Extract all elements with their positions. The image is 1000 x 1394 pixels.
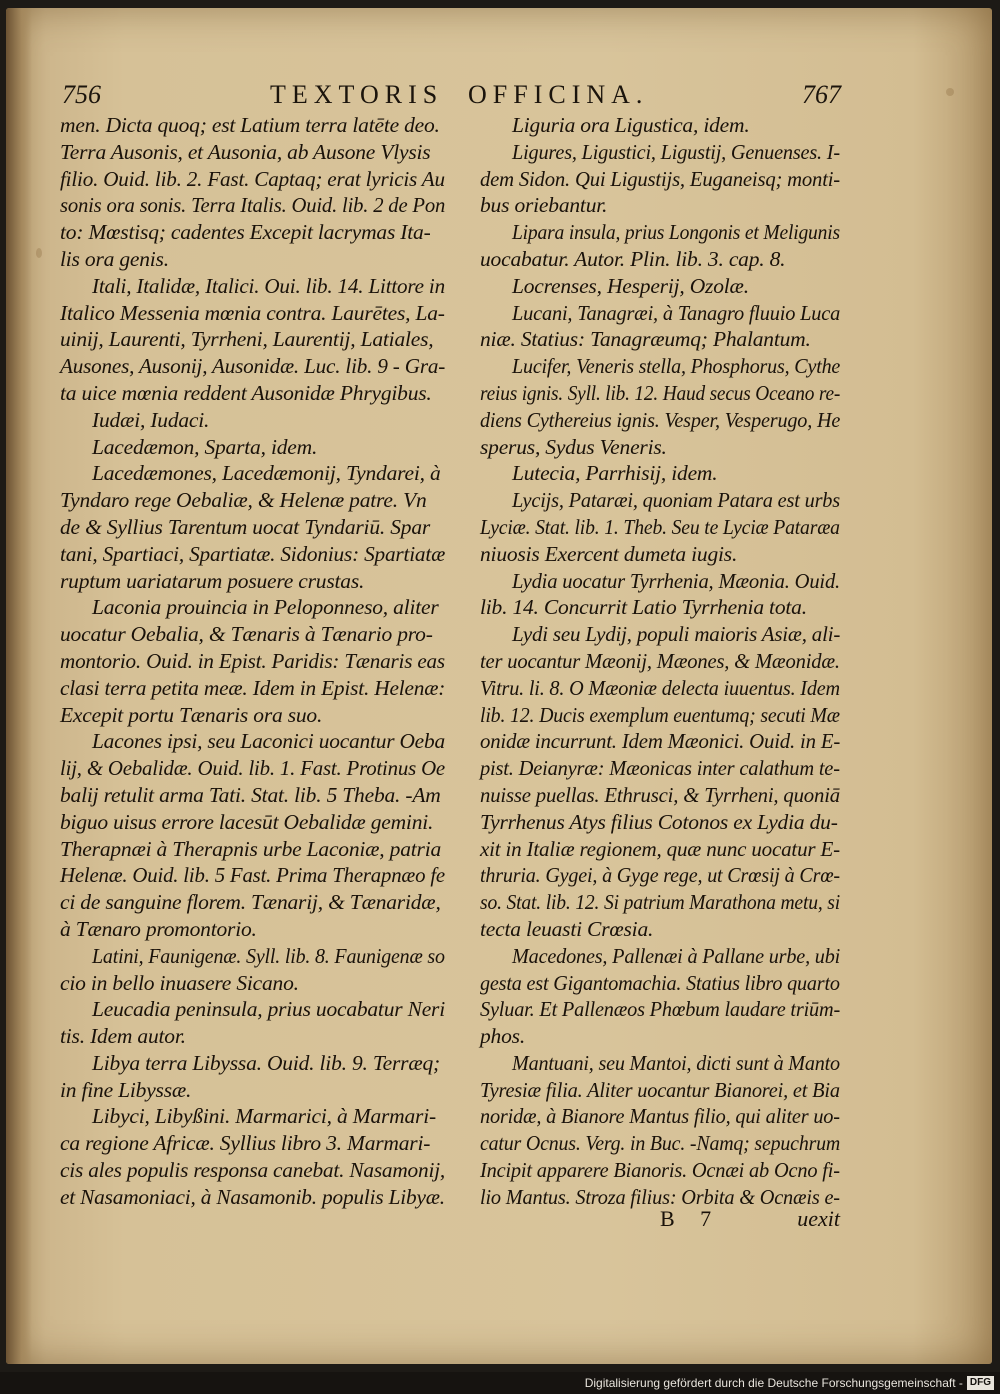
text-line-content: lij, & Oebalidæ. Ouid. lib. 1. Fast. Protinus Oe: [60, 756, 445, 781]
text-line: [60, 1050, 445, 1077]
dfg-logo: DFG: [967, 1376, 994, 1390]
text-line: [60, 112, 445, 139]
text-line: [60, 219, 445, 246]
text-line: [480, 487, 840, 514]
text-line: [480, 728, 840, 755]
text-column-right: [480, 112, 840, 1211]
text-line: [60, 487, 445, 514]
text-line-content: de & Syllius Tarentum uocat Tyndariū. Spar: [60, 514, 431, 539]
text-line: [480, 996, 840, 1023]
page-gutter-shadow: [6, 8, 32, 1364]
text-line: [60, 594, 445, 621]
text-line-content: Helenæ. Ouid. lib. 5 Fast. Prima Therapnæo fe: [60, 863, 445, 888]
text-line-content: Vitru. li. 8. O Mæoniæ delecta iuuentus. Idem: [480, 675, 840, 700]
text-line-content: gesta est Gigantomachia. Statius libro quarto: [480, 970, 840, 995]
text-line: [60, 728, 445, 755]
text-line: [60, 514, 445, 541]
text-line-content: Locrenses, Hesperij, Ozolæ.: [512, 273, 749, 298]
text-line-content: montorio. Ouid. in Epist. Paridis: Tænaris eas: [60, 648, 445, 673]
text-line-content: in fine Libyssæ.: [60, 1077, 192, 1102]
text-column-left: [60, 112, 445, 1211]
text-line-content: phos.: [480, 1024, 525, 1049]
header-title-right: OFFICINA.: [468, 80, 649, 109]
text-line-content: lib. 14. Concurrit Latio Tyrrhenia tota.: [480, 595, 807, 620]
text-line: [60, 568, 445, 595]
text-line-content: sperus, Sydus Veneris.: [480, 434, 667, 459]
text-line: [480, 219, 840, 246]
credit-text: Digitalisierung gefördert durch die Deutsche Forschungsgemeinschaft -: [584, 1376, 963, 1390]
text-line: [60, 246, 445, 273]
text-line: [480, 192, 840, 219]
text-line: [480, 943, 840, 970]
text-line-content: Mantuani, seu Mantoi, dicti sunt à Manto: [512, 1050, 840, 1075]
text-line: [480, 1023, 840, 1050]
text-line: [480, 139, 840, 166]
text-line: [480, 1157, 840, 1184]
text-line-content: niuosis Exercent dumeta iugis.: [480, 541, 738, 566]
text-line-content: cis ales populis responsa canebat. Nasamonij,: [60, 1158, 446, 1183]
page-footer: [480, 1206, 840, 1234]
text-line: [480, 434, 840, 461]
text-line-content: Excepit portu Tænaris ora suo.: [60, 702, 323, 727]
text-line: [60, 996, 445, 1023]
foxing-spot: [36, 248, 42, 258]
text-line: [60, 1103, 445, 1130]
text-line-content: Macedones, Pallenæi à Pallane urbe, ubi: [512, 943, 841, 968]
text-line-content: to: Mœstisq; cadentes Excepit lacrymas Ita-: [60, 220, 431, 245]
text-line-content: diens Cythereius ignis. Vesper, Vesperugo, He: [480, 407, 841, 432]
text-line: [480, 889, 840, 916]
text-line-content: Lycijs, Pataræi, quoniam Patara est urbs: [512, 488, 840, 513]
text-line: [60, 192, 445, 219]
text-line-content: Lucani, Tanagræi, à Tanagro fluuio Luca: [512, 300, 841, 325]
text-line-content: à Tænaro promontorio.: [60, 916, 257, 941]
text-line-content: lib. 12. Ducis exemplum euentumq; secuti Mæ: [480, 702, 840, 727]
text-line: [60, 916, 445, 943]
text-line: [60, 755, 445, 782]
text-line-content: Iudæi, Iudaci.: [92, 407, 210, 432]
text-line: [480, 246, 840, 273]
text-line: [60, 675, 445, 702]
text-line-content: Lipara insula, prius Longonis et Meligunis: [512, 220, 840, 245]
text-line-content: noridæ, à Bianore Mantus filio, qui aliter uo-: [480, 1104, 840, 1129]
text-line-content: Liguria ora Ligustica, idem.: [512, 113, 750, 137]
text-line: [480, 621, 840, 648]
text-line-content: bus oriebantur.: [480, 193, 608, 218]
text-line: [60, 1184, 445, 1211]
text-line: [480, 273, 840, 300]
text-line-content: Laconia prouincia in Peloponneso, aliter: [92, 595, 439, 620]
text-line-content: lio Mantus. Stroza filius: Orbita & Ocnæis e-: [480, 1184, 840, 1209]
text-line-content: nuisse puellas. Ethrusci, & Tyrrheni, quoniā: [480, 782, 840, 807]
text-line-content: Syluar. Et Pallenæos Phœbum laudare triūm-: [480, 997, 841, 1022]
text-line: [480, 568, 840, 595]
text-line-content: so. Stat. lib. 12. Si patrium Marathona metu, si: [480, 890, 840, 915]
text-line: [60, 782, 445, 809]
text-line-content: xit in Italiæ regionem, quæ nunc uocatur E-: [480, 836, 840, 861]
text-line: [60, 702, 445, 729]
text-line-content: tani, Spartiaci, Spartiatæ. Sidonius: Spartiatæ: [60, 541, 446, 566]
text-line: [480, 407, 840, 434]
text-line-content: Incipit apparere Bianoris. Ocnæi ab Ocno fi-: [480, 1158, 840, 1183]
text-line: [60, 380, 445, 407]
text-line-content: filio. Ouid. lib. 2. Fast. Captaq; erat lyricis Au: [60, 166, 445, 191]
text-line-content: uinij, Laurenti, Tyrrheni, Laurentij, Latiales,: [60, 327, 434, 352]
text-line-content: Lacedæmon, Sparta, idem.: [92, 434, 318, 459]
text-line-content: Terra Ausonis, et Ausonia, ab Ausone Vlysis: [60, 139, 431, 164]
text-line-content: Lydia uocatur Tyrrhenia, Mæonia. Ouid.: [512, 568, 840, 593]
text-line-content: biguo uisus errore lacesūt Oebalidæ gemini.: [60, 809, 434, 834]
text-line: [60, 300, 445, 327]
text-line-content: uocabatur. Autor. Plin. lib. 3. cap. 8.: [480, 246, 786, 271]
text-line-content: tecta leuasti Crœsia.: [480, 916, 654, 941]
text-line: [60, 1077, 445, 1104]
text-line-content: Libyci, Libyßini. Marmarici, à Marmari-: [92, 1104, 436, 1129]
text-line: [60, 326, 445, 353]
text-line: [480, 702, 840, 729]
text-line: [60, 836, 445, 863]
text-line-content: catur Ocnus. Verg. in Buc. -Namq; sepuchrum: [480, 1131, 841, 1156]
text-line: [60, 970, 445, 997]
text-line-content: ruptum uariatarum posuere crustas.: [60, 568, 365, 593]
text-line-content: niæ. Statius: Tanagræumq; Phalantum.: [480, 327, 811, 352]
text-line-content: cio in bello inuasere Sicano.: [60, 970, 299, 995]
text-line: [60, 621, 445, 648]
text-line: [480, 353, 840, 380]
text-line-content: ci de sanguine florem. Tænarij, & Tænaridæ,: [60, 890, 441, 915]
text-line: [480, 809, 840, 836]
text-line-content: Leucadia peninsula, prius uocabatur Neri: [92, 997, 445, 1022]
text-line: [480, 970, 840, 997]
text-line: [480, 675, 840, 702]
text-line-content: tis. Idem autor.: [60, 1024, 186, 1049]
text-line: [60, 353, 445, 380]
text-line: [480, 648, 840, 675]
catchword: uexit: [797, 1206, 840, 1231]
text-line: [60, 1157, 445, 1184]
text-line-content: Lyciæ. Stat. lib. 1. Theb. Seu te Lyciæ Pataræa: [480, 514, 840, 539]
text-line-content: Ligures, Ligustici, Ligustij, Genuenses. I-: [512, 139, 840, 164]
text-line: [60, 862, 445, 889]
text-line: [60, 809, 445, 836]
text-line: [480, 326, 840, 353]
text-line: [480, 541, 840, 568]
text-line-content: Italico Messenia mœnia contra. Laurētes, La-: [60, 300, 445, 325]
text-line-content: men. Dicta quoq; est Latium terra latēte deo.: [60, 113, 440, 137]
text-line: [480, 380, 840, 407]
text-line-content: et Nasamoniaci, à Nasamonib. populis Libyæ.: [60, 1184, 445, 1209]
text-line-content: reius ignis. Syll. lib. 12. Haud secus Oceano re-: [480, 380, 841, 405]
page-number-right: 767: [802, 80, 841, 109]
text-line: [480, 300, 840, 327]
text-line: [60, 460, 445, 487]
text-line: [480, 112, 840, 139]
text-line: [480, 1050, 840, 1077]
text-line-content: Lacedæmones, Lacedæmonij, Tyndarei, à: [92, 461, 441, 486]
text-line: [480, 1103, 840, 1130]
running-header: [50, 80, 850, 116]
text-line: [480, 1130, 840, 1157]
header-title-left: TEXTORIS: [270, 80, 444, 109]
text-line-content: ter uocantur Mæonij, Mæones, & Mæonidæ.: [480, 648, 840, 673]
text-line: [480, 782, 840, 809]
text-line-content: Lacones ipsi, seu Laconici uocantur Oeba: [92, 729, 445, 754]
text-line-content: ta uice mœnia reddent Ausonidæ Phrygibus.: [60, 380, 432, 405]
text-line: [480, 594, 840, 621]
text-line: [480, 514, 840, 541]
text-line-content: Lucifer, Veneris stella, Phosphorus, Cythe: [512, 354, 841, 379]
text-line: [60, 648, 445, 675]
text-line: [60, 273, 445, 300]
text-line: [60, 889, 445, 916]
text-line-content: clasi terra petita meæ. Idem in Epist. Helenæ:: [60, 675, 446, 700]
text-line-content: Lydi seu Lydij, populi maioris Asiæ, ali-: [512, 622, 841, 647]
text-line: [60, 943, 445, 970]
text-line: [60, 541, 445, 568]
text-line-content: lis ora genis.: [60, 246, 169, 271]
text-line: [480, 836, 840, 863]
text-line-content: ca regione Africæ. Syllius libro 3. Marmari-: [60, 1131, 431, 1156]
text-line-content: onidæ incurrunt. Idem Mæonici. Ouid. in E-: [480, 729, 841, 754]
text-line: [480, 862, 840, 889]
text-line: [480, 755, 840, 782]
text-line: [480, 166, 840, 193]
text-line: [480, 916, 840, 943]
text-line-content: Therapnæi à Therapnis urbe Laconiæ, patria: [60, 836, 442, 861]
text-line-content: Lutecia, Parrhisij, idem.: [512, 461, 718, 486]
text-line-content: dem Sidon. Qui Ligustijs, Euganeisq; monti-: [480, 166, 840, 191]
text-line-content: uocatur Oebalia, & Tænaris à Tænario pro-: [60, 622, 433, 647]
text-line-content: Ausones, Ausonij, Ausonidæ. Luc. lib. 9 - Gra-: [60, 354, 446, 379]
text-line-content: Tyresiæ filia. Aliter uocantur Bianorei, et Bia: [480, 1077, 840, 1102]
text-line: [480, 460, 840, 487]
text-line: [60, 407, 445, 434]
signature-mark: B 7: [660, 1206, 722, 1231]
text-line-content: thruria. Gygei, à Gyge rege, ut Crœsij à Crœ-: [480, 863, 840, 888]
text-line: [60, 1130, 445, 1157]
text-line: [60, 434, 445, 461]
text-line-content: Tyndaro rege Oebaliæ, & Helenæ patre. Vn: [60, 488, 427, 513]
text-line-content: Libya terra Libyssa. Ouid. lib. 9. Terræq;: [92, 1050, 440, 1075]
digitization-credit: [585, 1374, 994, 1392]
text-line: [480, 1077, 840, 1104]
text-line: [60, 1023, 445, 1050]
text-line-content: Itali, Italidæ, Italici. Oui. lib. 14. Littore in: [92, 273, 445, 298]
text-line-content: sonis ora sonis. Terra Italis. Ouid. lib. 2 de Pon: [60, 193, 446, 218]
foxing-spot: [946, 88, 954, 96]
page-number-left: 756: [62, 80, 101, 109]
text-line-content: balij retulit arma Tati. Stat. lib. 5 Theba. -Am: [60, 782, 441, 807]
text-line: [60, 166, 445, 193]
text-line-content: Latini, Faunigenæ. Syll. lib. 8. Faunigenæ so: [92, 943, 445, 968]
text-line-content: pist. Deianyræ: Mæonicas inter calathum te-: [480, 756, 840, 781]
text-line-content: Tyrrhenus Atys filius Cotonos ex Lydia du-: [480, 809, 838, 834]
text-line: [60, 139, 445, 166]
